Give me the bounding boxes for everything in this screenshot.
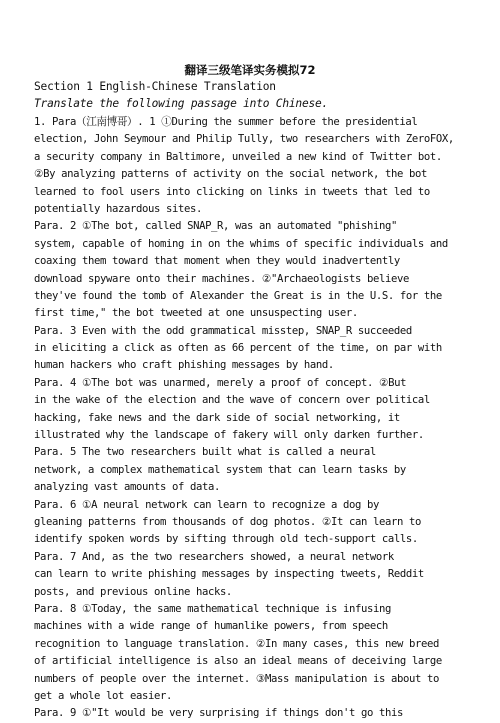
passage-line: 1. Para（江南博哥）. 1 ①During the summer before the presidential xyxy=(34,116,418,128)
passage-line: potentially hazardous sites. xyxy=(34,202,202,215)
passage-line: Para. 4 ①The bot was unarmed, merely a proof of concept. ②But xyxy=(34,376,407,389)
passage-line: network, a complex mathematical system that can learn tasks by xyxy=(34,463,406,476)
passage-line: Para. 6 ①A neural network can learn to recognize a dog by xyxy=(34,498,380,511)
passage-line: learned to fool users into clicking on links in tweets that led to xyxy=(34,185,430,198)
passage-line: first time," the bot tweeted at one unsuspecting user. xyxy=(34,307,358,320)
passage-line: ②By analyzing patterns of activity on the social network, the bot xyxy=(34,168,427,181)
passage-line: illustrated why the landscape of fakery will only darken further. xyxy=(34,429,424,442)
passage-line: get a whole lot easier. xyxy=(34,689,172,702)
passage-line: machines with a wide range of humanlike powers, from speech xyxy=(34,620,388,633)
passage-line: hacking, fake news and the dark side of social networking, it xyxy=(34,411,400,424)
passage-line: they've found the tomb of Alexander the Great is in the U.S. for the xyxy=(34,289,442,302)
passage-line: in the wake of the election and the wave of concern over political xyxy=(34,394,430,407)
section-heading: Section 1 English-Chinese Translation xyxy=(34,80,276,93)
passage-line: Para. 3 Even with the odd grammatical misstep, SNAP_R succeeded xyxy=(34,324,412,337)
passage-line: Para. 7 And, as the two researchers showed, a neural network xyxy=(34,550,394,563)
passage-line: can learn to write phishing messages by inspecting tweets, Reddit xyxy=(34,568,424,581)
task-instruction: Translate the following passage into Chinese. xyxy=(34,97,329,110)
passage-line: posts, and previous online hacks. xyxy=(34,585,232,598)
passage-line: analyzing vast amounts of data. xyxy=(34,481,220,494)
passage-line: coaxing them toward that moment when they would inadvertently xyxy=(34,255,400,268)
passage-line: Para. 9 ①"It would be very surprising if things don't go this xyxy=(34,707,403,720)
passage-line: a security company in Baltimore, unveiled a new kind of Twitter bot. xyxy=(34,150,442,163)
passage-line: of artificial intelligence is also an ideal means of deceiving large xyxy=(34,655,442,668)
document-title: 翻译三级笔译实务模拟72 xyxy=(184,63,316,77)
passage-body xyxy=(34,114,466,723)
passage-line: election, John Seymour and Philip Tully, two researchers with ZeroFOX, xyxy=(34,133,454,146)
passage-line: identify spoken words by sifting through old tech-support calls. xyxy=(34,533,418,546)
passage-line: recognition to language translation. ②In many cases, this new breed xyxy=(34,637,439,650)
passage-line: numbers of people over the internet. ③Mass manipulation is about to xyxy=(34,672,439,685)
passage-line: Para. 8 ①Today, the same mathematical technique is infusing xyxy=(34,602,392,615)
passage-line: download spyware onto their machines. ②"Archaeologists believe xyxy=(34,272,409,285)
passage-line: human hackers who craft phishing messages by hand. xyxy=(34,359,334,372)
passage-line: gleaning patterns from thousands of dog photos. ②It can learn to xyxy=(34,515,421,528)
passage-line: in eliciting a click as often as 66 percent of the time, on par with xyxy=(34,342,442,355)
passage-line: system, capable of homing in on the whims of specific individuals and xyxy=(34,237,448,250)
passage-line: Para. 5 The two researchers built what is called a neural xyxy=(34,446,376,459)
passage-line: Para. 2 ①The bot, called SNAP_R, was an automated "phishing" xyxy=(34,220,397,233)
